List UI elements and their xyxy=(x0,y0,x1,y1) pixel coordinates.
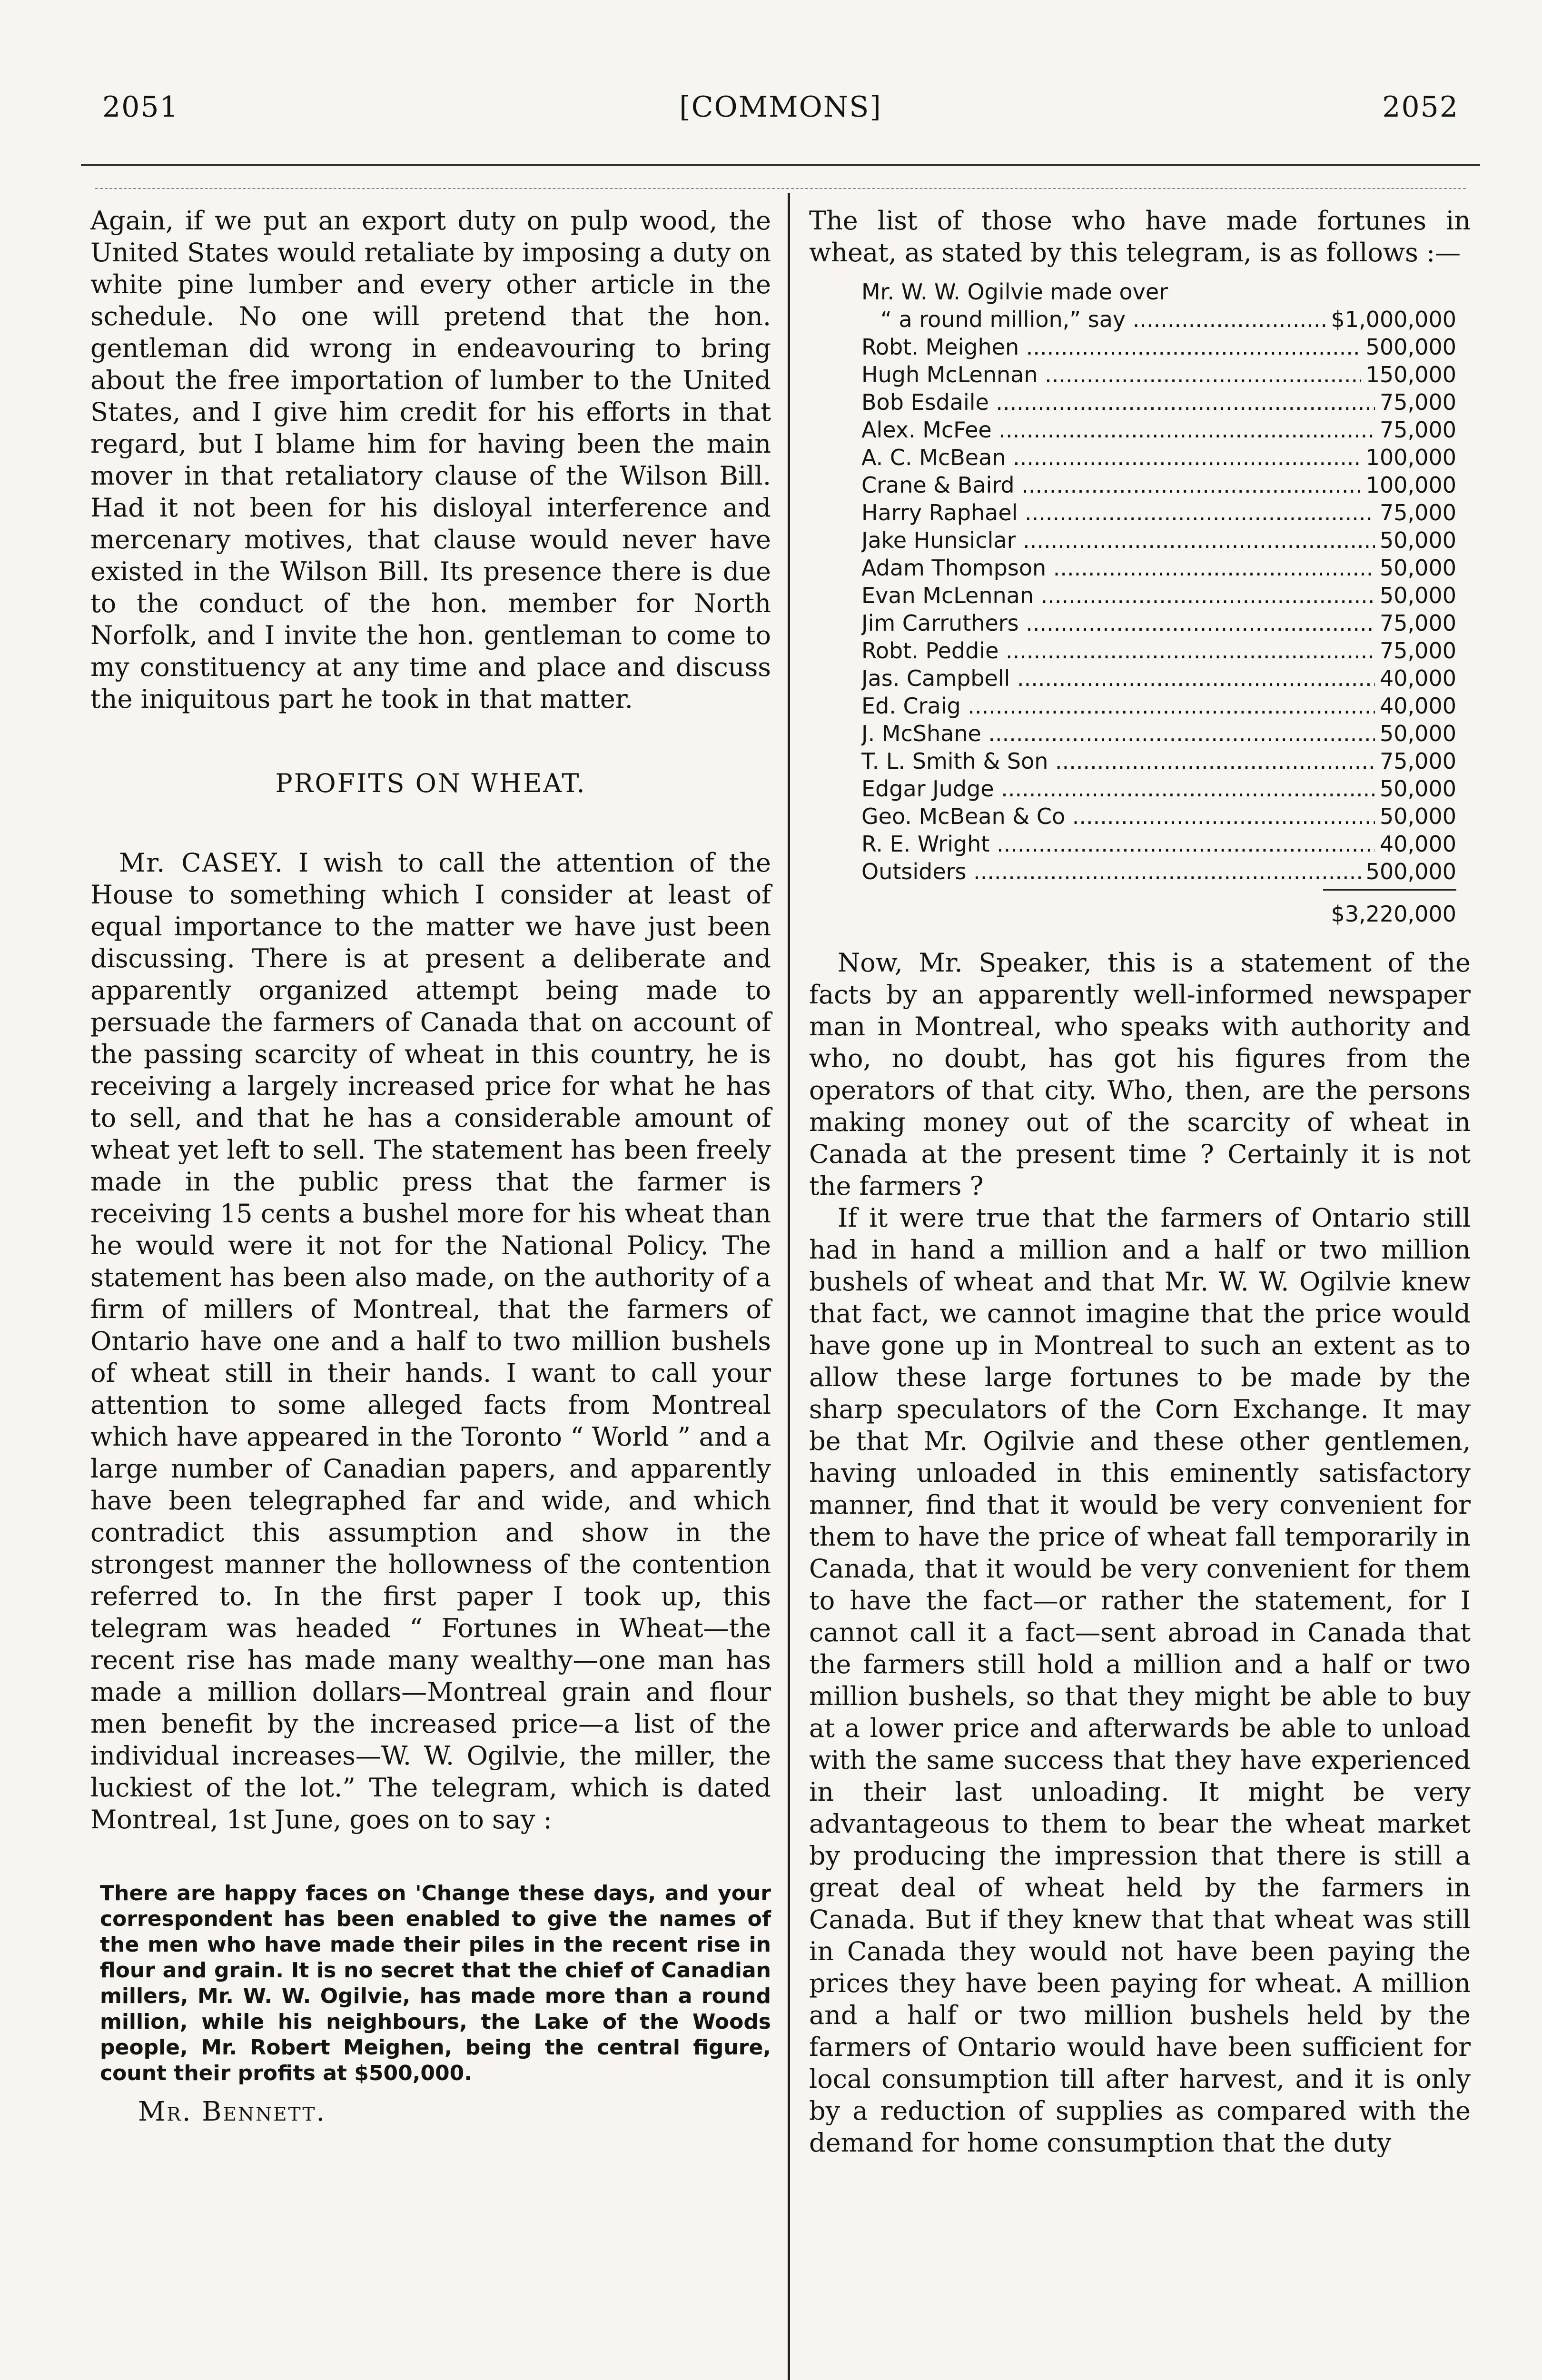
list-item-name: T. L. Smith & Son ..... xyxy=(861,747,1375,775)
list-item-name: Adam Thompson ..... xyxy=(861,554,1375,582)
page-number-left: 2051 xyxy=(102,90,179,124)
list-item-name: Edgar Judge ..... xyxy=(861,775,1375,803)
list-item-name: Robt. Peddie ..... xyxy=(861,637,1375,664)
list-item xyxy=(861,692,1456,720)
list-item-amount: 50,000 xyxy=(1380,721,1456,746)
list-item-amount: 40,000 xyxy=(1380,665,1456,691)
list-item-amount: $1,000,000 xyxy=(1331,307,1456,332)
list-item-name: Bob Esdaile ..... xyxy=(861,388,1375,416)
right-paragraph-2: If it were true that the farmers of Ontario still had in hand a million and a half or two million bushels of wheat and that Mr. W. W. Ogilvie knew that fact, we cannot imagine that the price would have gone up in Montreal to such an extent as to allow these large fortunes to be made by the sharp speculators of the Corn Exchange. It may be that Mr. Ogilvie and these other gentlemen, having unloaded in this eminently satisfactory manner, find that it would be very convenient for them to have the price of wheat fall temporarily in Canada, that it would be very convenient for them to have the fact—or rather the statement, for I cannot call it a fact—sent abroad in Canada that the farmers still hold a million and a half or two million bushels, so that they might be able to buy at a lower price and afterwards be able to unload with the same success that they have experienced in their last unloading. It might be very advantageous to them to bear the wheat market by producing the impression that there is still a great deal of wheat held by the farmers in Canada. But if they knew that that wheat was still in Canada they would not have been paying the prices they have been paying for wheat. A million and a half or two million bushels held by the farmers of Ontario would have been sufficient for local consumption till after harvest, and it is only by a reduction of supplies as compared with the demand for home consumption that the duty xyxy=(809,1203,1471,2158)
list-item-amount: 75,000 xyxy=(1380,500,1456,526)
speech-text: I wish to call the attention of the House to something which I consider at least of equal importance to the matter we have just been discussing. There is at present a deliberate and apparently organized attempt being made to persuade the farmers of Canada that on account of the passing scarcity of wheat in this country, he is receiving a largely increased price for what he has to sell, and that he has a considerable amount of wheat yet left to sell. The statement has been freely made in the public press that the farmer is receiving 15 cents a bushel more for his wheat than he would were it not for the National Policy. The statement has been also made, on the authority of a firm of millers of Montreal, that the farmers of Ontario have one and a half to two million bushels of wheat still in their hands. I want to call your attention to some alleged facts from Montreal which have appeared in the Toronto “ World ” and a large number of Canadian papers, and apparently have been telegraphed far and wide, and which contradict this assumption and show in the strongest manner the hollowness of the contention referred to. In the first paper I took up, this telegram was headed “ Fortunes in Wheat—the recent rise has made many wealthy—one man has made a million dollars—Montreal grain and flour men benefit by the increased price—a list of the individual increases—W. W. Ogilvie, the miller, the luckiest of the lot.” The telegram, which is dated Montreal, 1st June, goes on to say : xyxy=(90,848,771,1835)
list-item-amount: 50,000 xyxy=(1380,803,1456,829)
right-paragraph-1: Now, Mr. Speaker, this is a statement of the facts by an apparently well-informed newspaper man in Montreal, who speaks with authority and who, no doubt, has got his figures from the operators of that city. Who, then, are the persons making money out of the scarcity of wheat in Canada at the present time ? Certainly it is not the farmers ? xyxy=(809,948,1471,1201)
column-divider xyxy=(788,193,790,2380)
list-item-name: R. E. Wright ..... xyxy=(861,830,1375,858)
list-item xyxy=(861,830,1456,858)
total-rule xyxy=(1323,889,1456,891)
list-item xyxy=(861,720,1456,747)
list-item-amount: 100,000 xyxy=(1365,445,1456,470)
list-item xyxy=(861,664,1456,692)
running-title: [COMMONS] xyxy=(679,90,882,124)
list-item-amount: 75,000 xyxy=(1380,417,1456,443)
list-item xyxy=(861,554,1456,582)
signature: Mr. Bennett. xyxy=(138,2096,326,2127)
list-item-amount: 500,000 xyxy=(1365,859,1456,884)
quoted-telegram: There are happy faces on 'Change these days, and your correspondent has been enabled to give the names of the men who have made their piles in the recent rise in flour and grain. It is no secret that the chief of Canadian millers, Mr. W. W. Ogilvie, has made more than a round million, while his neighbours, the Lake of the Woods people, Mr. Robert Meighen, being the central figure, count their profits at $500,000. xyxy=(100,1881,771,2085)
list-item-amount: 75,000 xyxy=(1380,389,1456,415)
left-paragraph-2 xyxy=(90,847,771,1835)
list-item xyxy=(861,444,1456,471)
list-item-name: Outsiders ..... xyxy=(861,858,1361,885)
list-item-name: Geo. McBean & Co ..... xyxy=(861,803,1375,830)
header-rule-secondary xyxy=(95,188,1466,189)
list-item-name: Crane & Baird ..... xyxy=(861,471,1361,499)
list-item-amount: 50,000 xyxy=(1380,555,1456,581)
list-item xyxy=(861,499,1456,526)
list-item-amount: 50,000 xyxy=(1380,776,1456,802)
list-intro: The list of those who have made fortunes in wheat, as stated by this telegram, is as follows :— xyxy=(809,206,1471,268)
list-item-name: Harry Raphael ..... xyxy=(861,499,1375,526)
list-item-amount: 40,000 xyxy=(1380,831,1456,857)
list-item-amount: 150,000 xyxy=(1365,362,1456,387)
list-item xyxy=(861,609,1456,637)
list-item xyxy=(861,775,1456,803)
list-item xyxy=(861,333,1456,361)
list-rows xyxy=(861,333,1456,885)
list-item xyxy=(861,388,1456,416)
page-number-right: 2052 xyxy=(1382,90,1459,124)
list-item-name: Jas. Campbell ..... xyxy=(861,664,1375,692)
list-item-note: “ a round million,” say ..... xyxy=(861,306,1326,333)
right-column xyxy=(809,205,1471,2159)
list-item-name: Hugh McLennan ..... xyxy=(861,361,1361,388)
list-item-name: Ed. Craig ..... xyxy=(861,692,1375,720)
list-item xyxy=(861,582,1456,609)
left-column xyxy=(90,205,771,2128)
list-item xyxy=(861,361,1456,388)
list-item xyxy=(861,858,1456,885)
list-item-amount: 50,000 xyxy=(1380,583,1456,608)
list-item xyxy=(861,416,1456,444)
list-item-amount: 50,000 xyxy=(1380,527,1456,553)
list-item-name: Alex. McFee ..... xyxy=(861,416,1375,444)
list-item xyxy=(861,747,1456,775)
page-header xyxy=(102,90,1459,133)
list-item-name: Mr. W. W. Ogilvie made over xyxy=(861,279,1168,305)
list-item-name: Jim Carruthers ..... xyxy=(861,609,1375,637)
list-item-name: Evan McLennan ..... xyxy=(861,582,1375,609)
section-heading: PROFITS ON WHEAT. xyxy=(275,768,586,798)
fortunes-list xyxy=(861,278,1456,928)
list-item-name: Jake Hunsiclar ..... xyxy=(861,526,1375,554)
left-paragraph-1: Again, if we put an export duty on pulp wood, the United States would retaliate by imposing a duty on white pine lumber and every other article in the schedule. No one will pretend that the hon. gentleman did wrong in endeavouring to bring about the free importation of lumber to the United States, and I give him credit for his efforts in that regard, but I blame him for having been the main mover in that retaliatory clause of the Wilson Bill. Had it not been for his disloyal interference and mercenary motives, that clause would never have existed in the Wilson Bill. Its presence there is due to the conduct of the hon. member for North Norfolk, and I invite the hon. gentleman to come to my constituency at any time and place and discuss the iniquitous part he took in that matter. xyxy=(90,206,771,714)
list-item xyxy=(861,637,1456,664)
list-item-amount: 40,000 xyxy=(1380,693,1456,719)
list-item-amount: 100,000 xyxy=(1365,472,1456,498)
list-item-name: A. C. McBean ..... xyxy=(861,444,1361,471)
speaker-name: Mr. CASEY. xyxy=(119,848,284,878)
list-item-amount: 75,000 xyxy=(1380,610,1456,636)
header-rule xyxy=(81,164,1480,166)
list-item xyxy=(861,526,1456,554)
list-item xyxy=(861,803,1456,830)
list-item-first xyxy=(861,278,1456,333)
list-item-name: J. McShane ..... xyxy=(861,720,1375,747)
list-total: $3,220,000 xyxy=(1331,901,1456,927)
list-item-amount: 75,000 xyxy=(1380,638,1456,664)
list-item xyxy=(861,471,1456,499)
list-item-amount: 500,000 xyxy=(1365,334,1456,360)
list-item-name: Robt. Meighen ..... xyxy=(861,333,1361,361)
list-item-amount: 75,000 xyxy=(1380,748,1456,774)
